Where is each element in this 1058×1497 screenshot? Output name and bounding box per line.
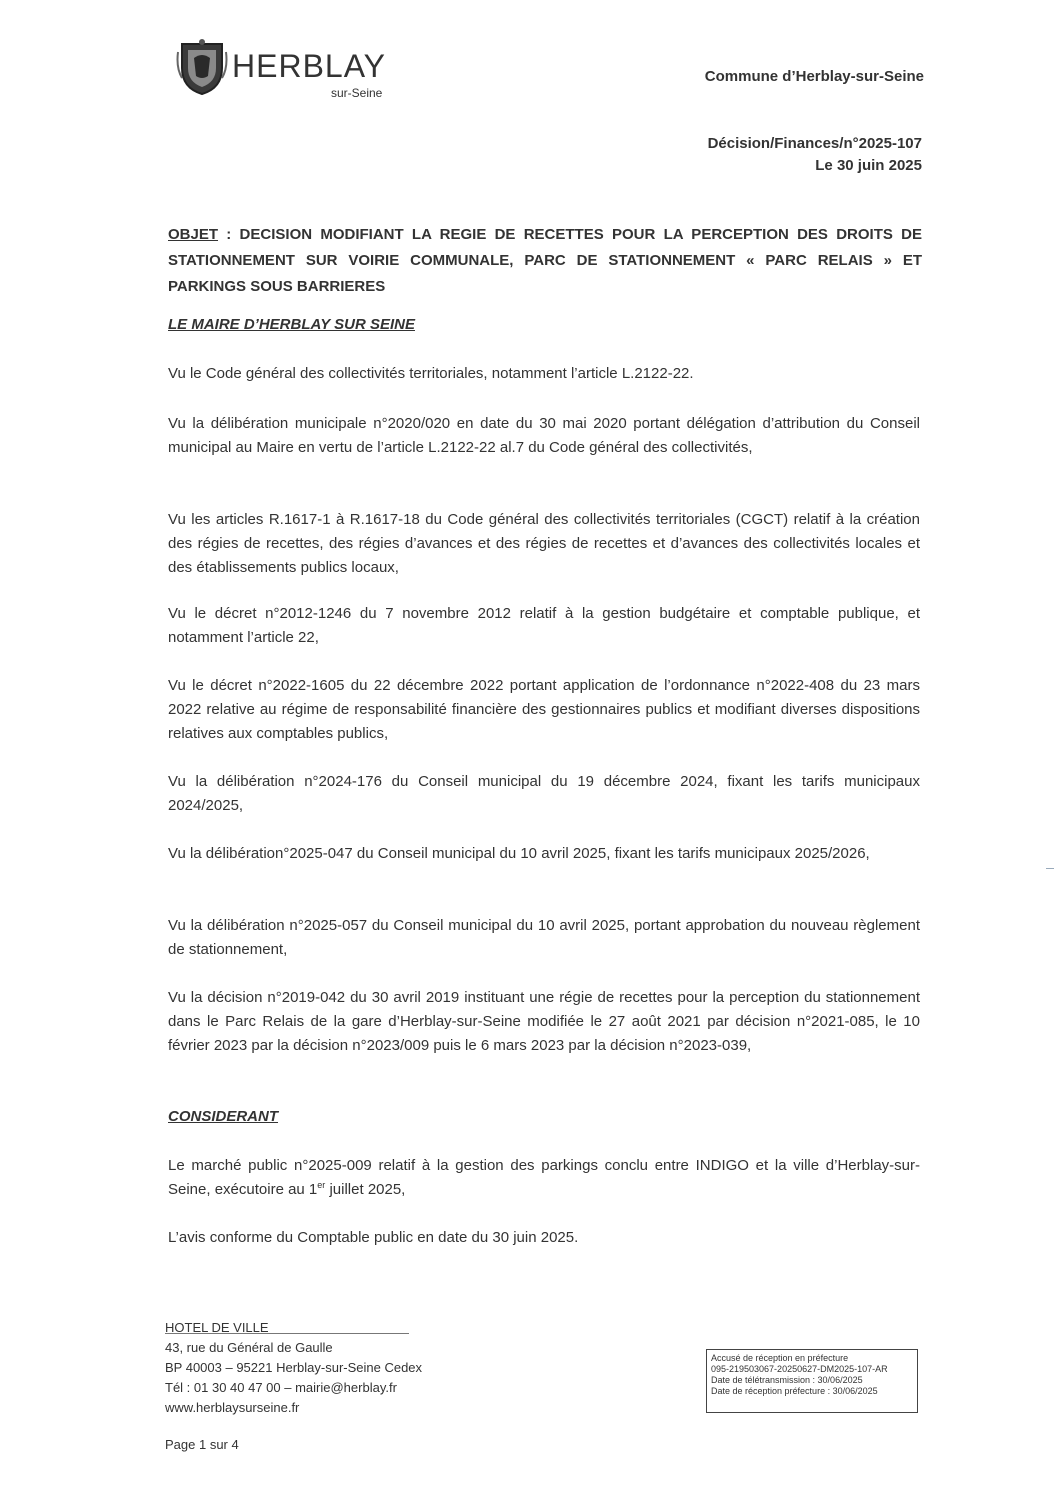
stamp-line: Date de réception préfecture : 30/06/2025 [711,1386,878,1396]
decision-reference: Décision/Finances/n°2025-107 [707,135,922,152]
logo-subtitle: sur-Seine [331,86,383,100]
vu-paragraph: Vu la délibération°2025-047 du Conseil municipal du 10 avril 2025, fixant les tarifs municipaux 2025/2026, [168,845,870,862]
logo-name: HERBLAY [232,48,387,84]
vu-paragraph: Vu la délibération municipale n°2020/020 en date du 30 mai 2020 portant délégation d’attribution du Conseil municipal au Maire en vertu de l’article L.2122-22 al.7 du Code général des collectivités, [168,415,920,456]
decision-date: Le 30 juin 2025 [815,157,922,174]
commune-name: Commune d’Herblay-sur-Seine [704,68,924,85]
herblay-logo [176,36,406,102]
vu-paragraph: Vu les articles R.1617-1 à R.1617-18 du Code général des collectivités territoriales (CGCT) relatif à la création des régies de recettes, des régies d’avances et des régies de recettes et d’avances des collectivités locales et des établissements publics locaux, [168,511,920,576]
footer-line: 43, rue du Général de Gaulle [165,1340,333,1355]
considerant-text: Le marché public n°2025-009 relatif à la gestion des parkings conclu entre INDIGO et la ville d’Herblay-sur-Seine, exécutoire au 1 [168,1157,920,1198]
scan-edge-mark [1046,868,1054,869]
prefecture-receipt-stamp [706,1349,918,1413]
objet-label: OBJET [168,226,219,243]
footer-line: Tél : 01 30 40 47 00 – mairie@herblay.fr [165,1380,397,1395]
stamp-line: Accusé de réception en préfecture [711,1353,849,1363]
vu-paragraph: Vu le décret n°2012-1246 du 7 novembre 2012 relatif à la gestion budgétaire et comptable publique, et notamment l’article 22, [168,605,920,646]
considerant-paragraph: L’avis conforme du Comptable public en date du 30 juin 2025. [168,1229,579,1246]
vu-paragraph: Vu la décision n°2019-042 du 30 avril 2019 instituant une régie de recettes pour la perception du stationnement dans le Parc Relais de la gare d’Herblay-sur-Seine modifiée le 27 août 2021 par décision n°2021-085, le 10 février 2023 par la décision n°2023/009 puis le 6 mars 2023 par la décision n°2023-039, [168,989,920,1054]
vu-paragraph: Vu le Code général des collectivités territoriales, notamment l’article L.2122-22. [168,365,694,382]
objet-text: : DECISION MODIFIANT LA REGIE DE RECETTES POUR LA PERCEPTION DES DROITS DE STATIONNEMENT SUR VOIRIE COMMUNALE, PARC DE STATIONNEMENT « PARC RELAIS » ET PARKINGS SOUS BARRIERES [168,226,922,295]
vu-paragraph: Vu la délibération n°2025-057 du Conseil municipal du 10 avril 2025, portant approbation du nouveau règlement de stationnement, [168,917,920,958]
heading-considerant: CONSIDERANT [168,1108,279,1125]
heading-maire: LE MAIRE D’HERBLAY SUR SEINE [168,316,415,333]
vu-paragraph: Vu le décret n°2022-1605 du 22 décembre 2022 portant application de l’ordonnance n°2022-408 du 23 mars 2022 relative au régime de responsabilité financière des gestionnaires publics et modifiant diverses dispositions relatives aux comptables publics, [168,677,920,742]
vu-paragraph: Vu la délibération n°2024-176 du Conseil municipal du 19 décembre 2024, fixant les tarifs municipaux 2024/2025, [168,773,920,814]
footer-line: www.herblaysurseine.fr [165,1400,300,1415]
considerant-text-end: juillet 2025, [325,1181,406,1198]
objet-block [168,222,922,300]
page-number: Page 1 sur 4 [165,1437,239,1452]
footer-line: BP 40003 – 95221 Herblay-sur-Seine Cedex [165,1360,423,1375]
considerant-paragraph [168,1154,920,1202]
city-crest-icon [176,38,228,96]
footer-line: HOTEL DE VILLE [165,1320,269,1335]
stamp-line: Date de télétransmission : 30/06/2025 [711,1375,863,1385]
decision-reference-block [708,133,922,177]
ordinal-suffix: er [317,1180,326,1190]
footer-divider [165,1333,409,1334]
stamp-line: 095-219503067-20250627-DM2025-107-AR [711,1364,888,1374]
